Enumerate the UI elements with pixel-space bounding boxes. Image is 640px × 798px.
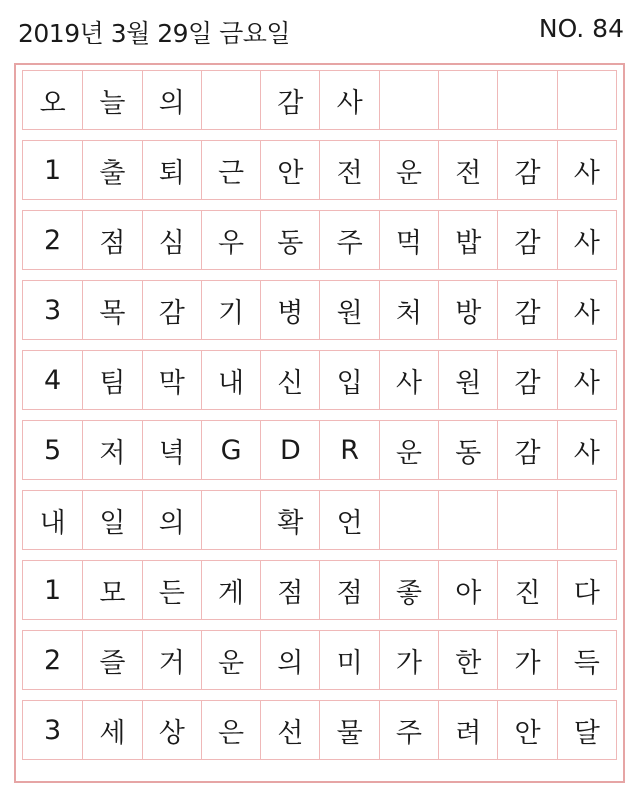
grid-cell: 1: [44, 574, 62, 606]
grid-cell: 먹: [379, 211, 438, 269]
grid-cell: 미: [319, 631, 378, 689]
grid-cell: 운: [379, 421, 438, 479]
grid-cell: 4: [44, 364, 62, 396]
grid-cell: 한: [438, 631, 497, 689]
grid-cell: [497, 71, 556, 129]
grid-cell: 감: [497, 351, 556, 409]
grid-cell: 사: [557, 421, 616, 479]
grid-cell: D: [260, 421, 319, 479]
grid-cell: 물: [319, 701, 378, 759]
grid-cell: 전: [438, 141, 497, 199]
grid-cell: 언: [319, 491, 378, 549]
grid-cell: 원: [438, 351, 497, 409]
grid-cell: 감: [142, 281, 201, 339]
grid-cell: 선: [260, 701, 319, 759]
grid-cell: 사: [557, 281, 616, 339]
manuscript-sheet: [14, 63, 625, 783]
grid-cell: 아: [438, 561, 497, 619]
grid-cell: 사: [557, 351, 616, 409]
grid-cell: 일: [82, 491, 141, 549]
grid-cell: [201, 71, 260, 129]
grid-cell: 사: [379, 351, 438, 409]
grid-cell: 상: [142, 701, 201, 759]
grid-row: [22, 490, 617, 550]
grid-cell: 좋: [379, 561, 438, 619]
grid-cell: 출: [82, 141, 141, 199]
diary-date: 2019년 3월 29일 금요일: [18, 19, 291, 48]
grid-cell: G: [201, 421, 260, 479]
grid-cell: [379, 491, 438, 549]
grid-cell: 2: [44, 224, 62, 256]
grid-row: [22, 280, 617, 340]
grid-cell: 녁: [142, 421, 201, 479]
grid-row: [22, 420, 617, 480]
grid-cell: [557, 491, 616, 549]
grid-cell: 늘: [82, 71, 141, 129]
grid-cell: 밥: [438, 211, 497, 269]
grid-cell: 운: [201, 631, 260, 689]
grid-cell: 입: [319, 351, 378, 409]
grid-row: [22, 210, 617, 270]
grid-cell: 퇴: [142, 141, 201, 199]
grid-cell: [497, 491, 556, 549]
grid-cell: 병: [260, 281, 319, 339]
grid-cell: 안: [497, 701, 556, 759]
grid-cell: 기: [201, 281, 260, 339]
grid-cell: 감: [260, 71, 319, 129]
grid-cell: 운: [379, 141, 438, 199]
grid-row: [22, 560, 617, 620]
grid-cell: 즐: [82, 631, 141, 689]
grid-cell: 감: [497, 281, 556, 339]
grid-cell: 근: [201, 141, 260, 199]
grid-cell: 거: [142, 631, 201, 689]
grid-cell: 주: [319, 211, 378, 269]
grid-cell: [557, 71, 616, 129]
grid-cell: 가: [379, 631, 438, 689]
manuscript-grid: [22, 70, 617, 760]
grid-cell: 감: [497, 211, 556, 269]
grid-cell: 사: [557, 141, 616, 199]
grid-cell: 신: [260, 351, 319, 409]
grid-cell: 동: [438, 421, 497, 479]
grid-cell: 진: [497, 561, 556, 619]
grid-cell: 우: [201, 211, 260, 269]
grid-row: [22, 70, 617, 130]
grid-cell: 의: [142, 491, 201, 549]
grid-cell: 다: [557, 561, 616, 619]
grid-cell: [379, 71, 438, 129]
grid-cell: 감: [497, 421, 556, 479]
grid-cell: 세: [82, 701, 141, 759]
entry-number: NO. 84: [538, 14, 624, 43]
grid-cell: R: [319, 421, 378, 479]
grid-cell: 가: [497, 631, 556, 689]
grid-cell: 의: [260, 631, 319, 689]
grid-cell: 동: [260, 211, 319, 269]
grid-cell: 5: [44, 434, 62, 466]
page-header: [0, 0, 640, 62]
grid-row: [22, 350, 617, 410]
grid-cell: 은: [201, 701, 260, 759]
grid-cell: 2: [44, 644, 62, 676]
grid-cell: 3: [44, 714, 62, 746]
grid-cell: 달: [557, 701, 616, 759]
grid-row: [22, 630, 617, 690]
grid-cell: 내: [201, 351, 260, 409]
grid-cell: 사: [557, 211, 616, 269]
grid-cell: 사: [319, 71, 378, 129]
grid-cell: 의: [142, 71, 201, 129]
grid-cell: 확: [260, 491, 319, 549]
grid-cell: 원: [319, 281, 378, 339]
grid-cell: 막: [142, 351, 201, 409]
grid-cell: 득: [557, 631, 616, 689]
grid-row: [22, 140, 617, 200]
grid-cell: 든: [142, 561, 201, 619]
grid-cell: 점: [319, 561, 378, 619]
grid-cell: 모: [82, 561, 141, 619]
grid-cell: 안: [260, 141, 319, 199]
grid-cell: [438, 491, 497, 549]
grid-cell: 심: [142, 211, 201, 269]
grid-cell: 목: [82, 281, 141, 339]
grid-cell: 려: [438, 701, 497, 759]
grid-cell: 저: [82, 421, 141, 479]
grid-cell: 오: [39, 87, 66, 119]
grid-cell: 감: [497, 141, 556, 199]
grid-cell: [438, 71, 497, 129]
grid-cell: 팀: [82, 351, 141, 409]
grid-cell: 내: [39, 507, 66, 539]
grid-cell: 점: [260, 561, 319, 619]
grid-cell: 게: [201, 561, 260, 619]
grid-cell: 방: [438, 281, 497, 339]
grid-cell: 처: [379, 281, 438, 339]
grid-cell: 점: [82, 211, 141, 269]
grid-cell: 3: [44, 294, 62, 326]
grid-row: [22, 700, 617, 760]
grid-cell: 주: [379, 701, 438, 759]
grid-cell: 전: [319, 141, 378, 199]
grid-cell: [201, 491, 260, 549]
grid-cell: 1: [44, 154, 62, 186]
